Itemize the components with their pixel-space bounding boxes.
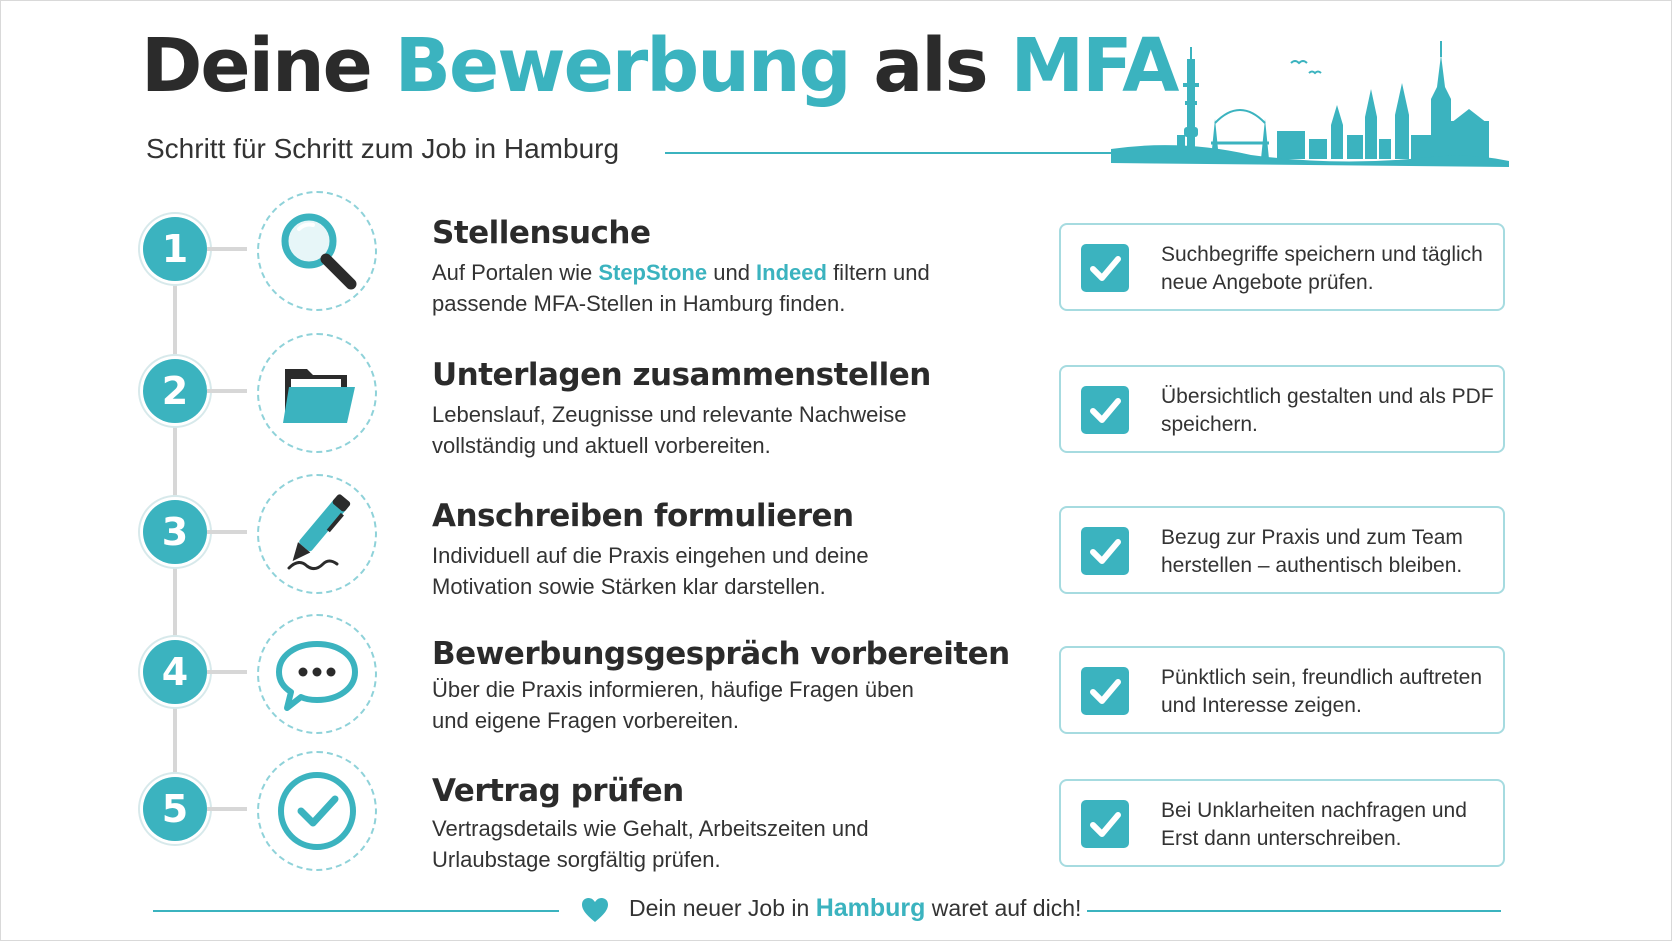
subtitle-divider: [665, 152, 1115, 154]
step-icon-ring: [257, 333, 377, 453]
page-title: [141, 23, 1178, 109]
subtitle: Schritt für Schritt zum Job in Hamburg: [146, 133, 620, 164]
desc-text: und: [707, 260, 757, 285]
desc-text: Auf Portalen wie: [432, 260, 599, 285]
step-icon-ring: [257, 474, 377, 594]
step-title: Stellensuche: [432, 215, 651, 251]
tip-box: [1059, 223, 1505, 311]
checkbox-icon: [1081, 527, 1129, 575]
tip-box: [1059, 506, 1505, 594]
stepstone-link: StepStone: [598, 260, 708, 285]
step-number-badge: 2: [143, 359, 207, 423]
step-icon-ring: [257, 751, 377, 871]
step-number-badge: 1: [143, 217, 207, 281]
step-1: [1, 187, 1671, 327]
speech-bubble-icon: [259, 616, 375, 732]
footer-city: Hamburg: [815, 894, 926, 922]
desc-text: filtern und passende MFA-Stellen in Hamburg finden.: [432, 260, 930, 316]
step-connector: [207, 530, 247, 534]
tip-box: [1059, 365, 1505, 453]
step-title: Vertrag prüfen: [432, 773, 684, 809]
checkbox-icon: [1081, 386, 1129, 434]
title-word-mfa: MFA: [1010, 23, 1178, 109]
step-icon-ring: [257, 191, 377, 311]
step-description: Lebenslauf, Zeugnisse und relevante Nachweise vollständig und aktuell vorbereiten.: [432, 402, 907, 458]
hamburg-skyline-icon: [1111, 39, 1511, 171]
pen-icon: [259, 476, 375, 592]
step-connector: [207, 247, 247, 251]
title-word-als: als: [873, 23, 987, 109]
title-word-bewerbung: Bewerbung: [394, 23, 850, 109]
step-description: [432, 257, 952, 319]
footer-divider-right: [1087, 910, 1501, 912]
indeed-link: Indeed: [756, 260, 827, 285]
checkbox-icon: [1081, 667, 1129, 715]
tip-box: [1059, 779, 1505, 867]
step-connector: [207, 389, 247, 393]
tip-text: Bezug zur Praxis und zum Team herstellen – authentisch bleiben.: [1161, 526, 1463, 577]
footer-text: Dein neuer Job in: [629, 895, 816, 921]
step-description: Vertragsdetails wie Gehalt, Arbeitszeiten und Urlaubstage sorgfältig prüfen.: [432, 816, 869, 872]
step-number-badge: 4: [143, 640, 207, 704]
tip-text: Suchbegriffe speichern und täglich neue Angebote prüfen.: [1161, 243, 1483, 294]
step-title: Unterlagen zusammenstellen: [432, 357, 931, 393]
step-number-badge: 3: [143, 500, 207, 564]
step-4: [1, 610, 1671, 750]
footer-message: [581, 894, 1081, 923]
footer-divider-left: [153, 910, 559, 912]
step-connector: [207, 670, 247, 674]
footer-text: waret auf dich!: [925, 895, 1082, 921]
step-2: [1, 329, 1671, 469]
title-word-deine: Deine: [141, 23, 371, 109]
tip-text: Übersichtlich gestalten und als PDF speichern.: [1161, 385, 1494, 436]
step-title: Bewerbungsgespräch vorbereiten: [432, 636, 1010, 672]
tip-box: [1059, 646, 1505, 734]
step-description: Über die Praxis informieren, häufige Fragen üben und eigene Fragen vorbereiten.: [432, 677, 914, 733]
checkbox-icon: [1081, 244, 1129, 292]
check-circle-icon: [259, 753, 375, 869]
checkbox-icon: [1081, 800, 1129, 848]
step-description: Individuell auf die Praxis eingehen und deine Motivation sowie Stärken klar darstellen.: [432, 543, 869, 599]
magnifier-icon: [259, 193, 375, 309]
step-number-badge: 5: [143, 777, 207, 841]
step-title: Anschreiben formulieren: [432, 498, 854, 534]
tip-text: Bei Unklarheiten nachfragen und Erst dann unterschreiben.: [1161, 799, 1467, 850]
step-5: [1, 747, 1671, 887]
folder-icon: [259, 335, 375, 451]
tip-text: Pünktlich sein, freundlich auftreten und Interesse zeigen.: [1161, 666, 1483, 717]
step-connector: [207, 807, 247, 811]
step-icon-ring: [257, 614, 377, 734]
heart-icon: [581, 897, 609, 923]
step-3: [1, 470, 1671, 610]
